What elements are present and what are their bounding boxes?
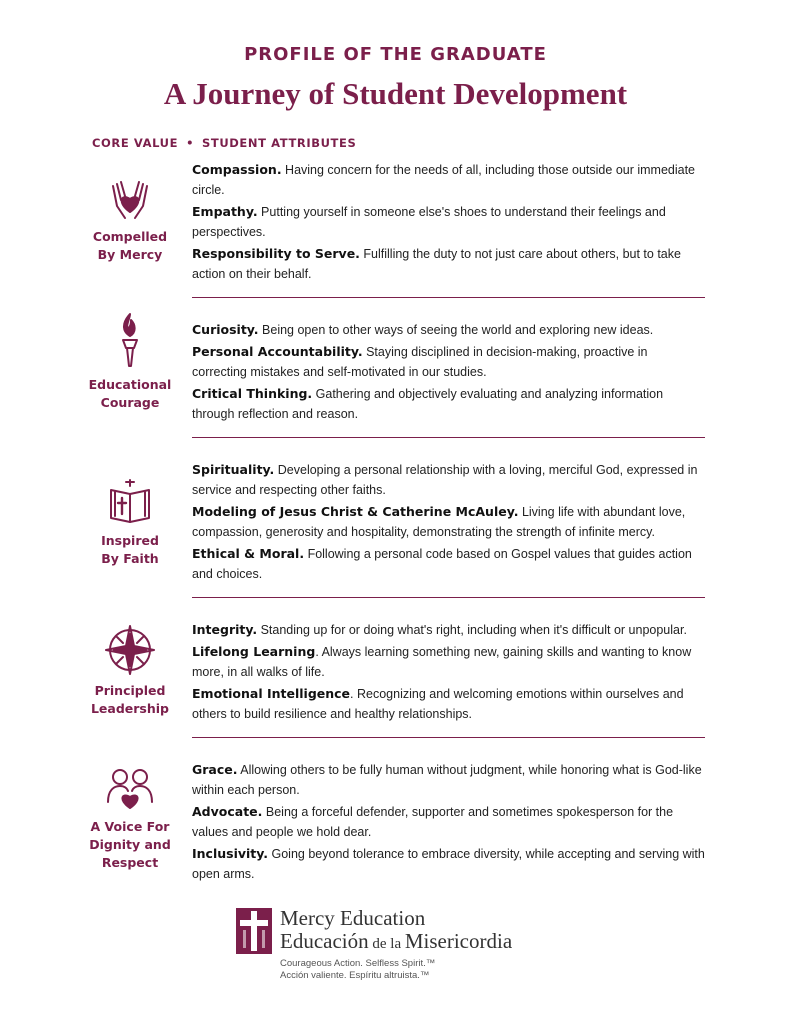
attribute-item: Empathy. Putting yourself in someone else's shoes to understand their feelings and perspectives. [192, 204, 666, 239]
page-kicker: PROFILE OF THE GRADUATE [244, 44, 547, 65]
logo-name-english: Mercy Education [280, 906, 426, 930]
attribute-item: Personal Accountability. Staying disciplined in decision-making, proactive in correcting mistakes and self-motivated in our studies. [192, 344, 648, 379]
core-value-block [80, 766, 180, 872]
hands-heart-icon [107, 176, 153, 222]
logo-name-spanish: Educación de la Misericordia [280, 929, 513, 953]
attribute-item: Compassion. Having concern for the needs of all, including those outside our immediate circle. [192, 162, 696, 197]
core-value-label: A Voice For Dignity and Respect [89, 819, 171, 870]
header-separator: • [186, 136, 195, 150]
section-divider [192, 437, 705, 438]
column-headers [92, 136, 356, 150]
attribute-item: Advocate. Being a forceful defender, supporter and sometimes spokesperson for the values and people we hold dear. [192, 804, 674, 839]
mercy-cross-icon [236, 908, 272, 954]
attribute-item: Lifelong Learning. Always learning something new, gaining skills and wanting to know more, in all walks of life. [192, 644, 692, 679]
attribute-item: Ethical & Moral. Following a personal code based on Gospel values that guides action and choices. [192, 546, 692, 581]
section-divider [192, 737, 705, 738]
people-heart-icon [104, 766, 156, 812]
compass-icon [104, 624, 156, 676]
attribute-list [192, 320, 705, 426]
torch-icon [107, 310, 153, 370]
attribute-item: Inclusivity. Going beyond tolerance to embrace diversity, while accepting and serving with open arms. [192, 846, 705, 881]
section-educational-courage [80, 320, 705, 430]
bible-cross-icon [107, 478, 153, 526]
section-divider [192, 597, 705, 598]
core-value-label: Educational Courage [88, 377, 172, 410]
page-title: A Journey of Student Development [163, 76, 628, 111]
tagline-spanish: Acción valiente. Espíritu altruista.™ [280, 970, 430, 981]
tagline-english: Courageous Action. Selfless Spirit.™ [280, 958, 436, 969]
attribute-item: Responsibility to Serve. Fulfilling the duty to not just care about others, but to take action on their behalf. [192, 246, 681, 281]
attribute-item: Critical Thinking. Gathering and objectively evaluating and analyzing information through reflection and reason. [192, 386, 664, 421]
core-value-label: Inspired By Faith [101, 533, 159, 566]
attribute-list [192, 160, 705, 286]
core-value-header: CORE VALUE [92, 136, 179, 150]
core-value-block [80, 176, 180, 264]
core-value-block [80, 478, 180, 568]
attribute-item: Curiosity. Being open to other ways of seeing the world and exploring new ideas. [192, 322, 654, 337]
section-divider [192, 297, 705, 298]
section-compelled-by-mercy [80, 160, 705, 290]
core-value-label: Compelled By Mercy [92, 229, 168, 262]
attribute-item: Spirituality. Developing a personal relationship with a loving, merciful God, expressed in service and respecting other faiths. [192, 462, 698, 497]
core-value-block [80, 310, 180, 412]
attribute-item: Integrity. Standing up for or doing what's right, including when it's difficult or unpopular. [192, 622, 687, 637]
core-value-block [80, 624, 180, 718]
attribute-list [192, 760, 705, 886]
section-inspired-by-faith [80, 460, 705, 590]
core-value-label: Principled Leadership [90, 683, 170, 716]
section-voice-for-dignity [80, 760, 705, 890]
logo-tagline [280, 958, 435, 982]
attribute-item: Emotional Intelligence. Recognizing and welcoming emotions within ourselves and others to build resilience and healthy relationships. [192, 686, 684, 721]
section-principled-leadership [80, 620, 705, 730]
attribute-list [192, 620, 705, 726]
attribute-item: Modeling of Jesus Christ & Catherine McAuley. Living life with abundant love, compassion, generosity and hospitality, demonstrating the strength of infinite mercy. [192, 504, 686, 539]
student-attributes-header: STUDENT ATTRIBUTES [202, 136, 357, 150]
attribute-list [192, 460, 705, 586]
attribute-item: Grace. Allowing others to be fully human without judgment, while honoring what is God-like within each person. [192, 762, 702, 797]
